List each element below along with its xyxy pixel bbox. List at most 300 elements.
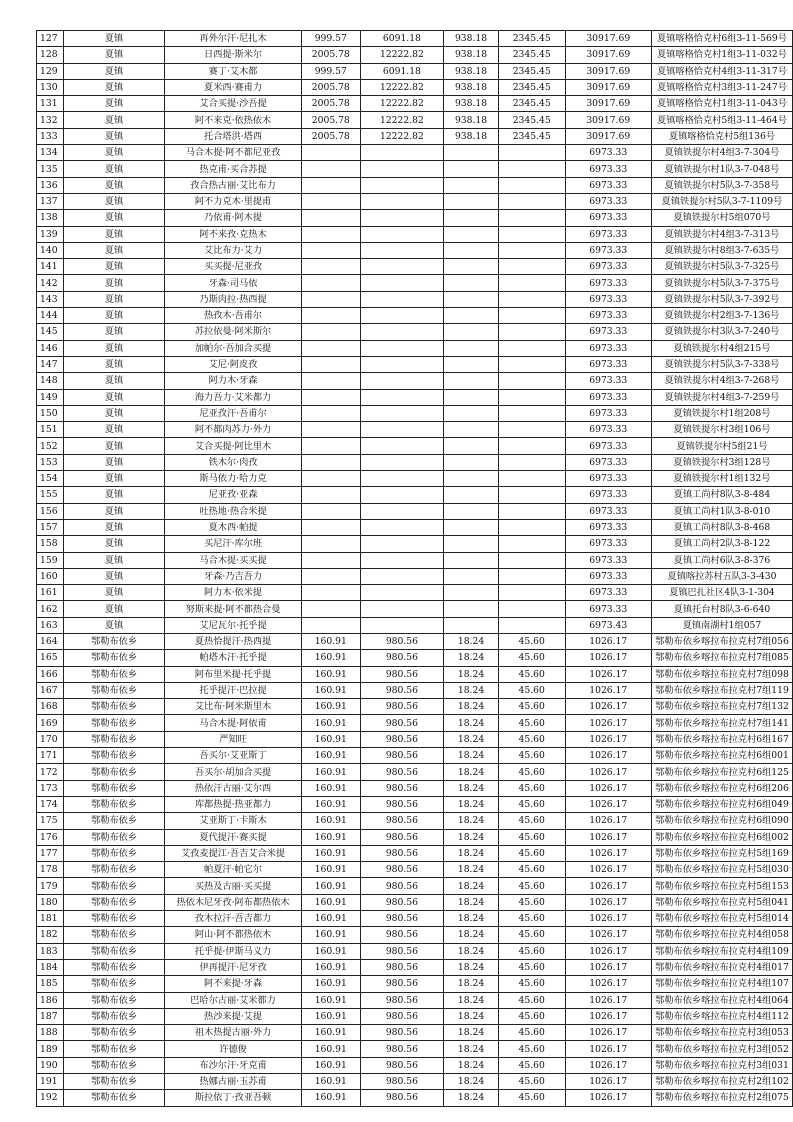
cell-amount-3: [444, 503, 499, 519]
cell-amount-4: 45.60: [498, 1057, 565, 1073]
cell-row-number: 169: [37, 715, 64, 731]
table-row: [37, 1025, 793, 1041]
cell-amount-1: 160.91: [301, 1025, 360, 1041]
cell-name: 再外尔汗·尼扎木: [165, 31, 302, 47]
cell-amount-2: 980.56: [360, 764, 443, 780]
cell-name: 买尼汗·库尔班: [165, 536, 302, 552]
cell-name: 阿力木·依米提: [165, 585, 302, 601]
cell-total: 1026.17: [565, 959, 651, 975]
cell-total: 6973.33: [565, 471, 651, 487]
cell-total: 6973.33: [565, 487, 651, 503]
data-table: [36, 30, 793, 1107]
cell-name: 库都热提·热亚都力: [165, 796, 302, 812]
cell-name: 热孜木·吾甫尔: [165, 308, 302, 324]
cell-amount-2: 980.56: [360, 943, 443, 959]
cell-address: 鄂勒布依乡喀拉布拉克村2组075: [651, 1090, 792, 1106]
cell-amount-1: [301, 503, 360, 519]
cell-row-number: 171: [37, 748, 64, 764]
cell-name: 夏米西·赛甫力: [165, 79, 302, 95]
table-row: [37, 911, 793, 927]
cell-amount-2: [360, 242, 443, 258]
cell-address: 鄂勒布依乡喀拉布拉克村5组030: [651, 862, 792, 878]
cell-amount-3: 18.24: [444, 682, 499, 698]
cell-row-number: 164: [37, 633, 64, 649]
cell-amount-4: [498, 340, 565, 356]
cell-town: 鄂勒布依乡: [63, 927, 164, 943]
cell-amount-1: 160.91: [301, 943, 360, 959]
cell-amount-4: [498, 161, 565, 177]
cell-name: 牙森·乃吉吾力: [165, 568, 302, 584]
cell-total: 6973.43: [565, 617, 651, 633]
cell-amount-1: [301, 373, 360, 389]
cell-address: 夏镇铁提尔村5队3-7-358号: [651, 177, 792, 193]
cell-row-number: 174: [37, 796, 64, 812]
cell-amount-1: [301, 308, 360, 324]
cell-address: 夏镇工尚村2队3-8-122: [651, 536, 792, 552]
cell-name: 阿不力克木·里提甫: [165, 193, 302, 209]
cell-town: 夏镇: [63, 177, 164, 193]
cell-amount-3: 18.24: [444, 894, 499, 910]
cell-amount-1: [301, 568, 360, 584]
cell-row-number: 177: [37, 845, 64, 861]
table-row: [37, 63, 793, 79]
cell-address: 夏镇喀格恰克村1组3-11-032号: [651, 47, 792, 63]
cell-amount-3: 938.18: [444, 63, 499, 79]
cell-amount-1: [301, 585, 360, 601]
cell-row-number: 158: [37, 536, 64, 552]
cell-amount-2: 980.56: [360, 796, 443, 812]
cell-row-number: 191: [37, 1074, 64, 1090]
cell-amount-2: [360, 226, 443, 242]
cell-town: 夏镇: [63, 503, 164, 519]
cell-amount-1: 160.91: [301, 1090, 360, 1106]
cell-total: 1026.17: [565, 796, 651, 812]
cell-name: 帕夏汗·帕它尔: [165, 862, 302, 878]
cell-town: 鄂勒布依乡: [63, 1090, 164, 1106]
cell-total: 6973.33: [565, 422, 651, 438]
cell-row-number: 163: [37, 617, 64, 633]
cell-name: 乃依甫·阿木提: [165, 210, 302, 226]
cell-amount-3: 18.24: [444, 959, 499, 975]
cell-amount-2: [360, 454, 443, 470]
cell-name: 艾比布力·艾力: [165, 242, 302, 258]
cell-town: 鄂勒布依乡: [63, 959, 164, 975]
table-row: [37, 259, 793, 275]
cell-total: 6973.33: [565, 242, 651, 258]
cell-amount-3: [444, 356, 499, 372]
cell-amount-4: [498, 585, 565, 601]
cell-name: 斯拉依丁·孜亚吾顿: [165, 1090, 302, 1106]
table-row: [37, 31, 793, 47]
cell-address: 鄂勒布依乡喀拉布拉克村6组167: [651, 731, 792, 747]
cell-amount-4: 45.60: [498, 715, 565, 731]
cell-amount-4: [498, 242, 565, 258]
cell-name: 严知旺: [165, 731, 302, 747]
cell-total: 1026.17: [565, 943, 651, 959]
cell-amount-2: 980.56: [360, 715, 443, 731]
cell-town: 鄂勒布依乡: [63, 862, 164, 878]
cell-amount-3: 938.18: [444, 128, 499, 144]
cell-total: 1026.17: [565, 780, 651, 796]
cell-row-number: 133: [37, 128, 64, 144]
cell-amount-4: [498, 210, 565, 226]
cell-town: 夏镇: [63, 601, 164, 617]
cell-amount-2: 980.56: [360, 813, 443, 829]
cell-amount-4: 45.60: [498, 1008, 565, 1024]
cell-row-number: 186: [37, 992, 64, 1008]
table-row: [37, 1041, 793, 1057]
cell-town: 夏镇: [63, 96, 164, 112]
cell-address: 夏镇铁提尔村1组132号: [651, 471, 792, 487]
cell-name: 日西提·斯米尔: [165, 47, 302, 63]
cell-name: 艾尼瓦尔·托乎提: [165, 617, 302, 633]
cell-amount-1: 160.91: [301, 1008, 360, 1024]
cell-amount-2: [360, 177, 443, 193]
table-row: [37, 96, 793, 112]
cell-total: 30917.69: [565, 128, 651, 144]
cell-amount-4: 45.60: [498, 862, 565, 878]
cell-amount-2: [360, 145, 443, 161]
cell-row-number: 157: [37, 519, 64, 535]
table-row: [37, 471, 793, 487]
table-row: [37, 177, 793, 193]
cell-town: 鄂勒布依乡: [63, 911, 164, 927]
cell-amount-1: 999.57: [301, 63, 360, 79]
cell-amount-4: [498, 275, 565, 291]
table-row: [37, 780, 793, 796]
cell-amount-3: 938.18: [444, 79, 499, 95]
table-row: [37, 764, 793, 780]
cell-amount-3: [444, 324, 499, 340]
cell-row-number: 182: [37, 927, 64, 943]
cell-total: 1026.17: [565, 1057, 651, 1073]
cell-name: 祖木热提古丽·外力: [165, 1025, 302, 1041]
cell-total: 6973.33: [565, 324, 651, 340]
cell-town: 夏镇: [63, 568, 164, 584]
table-row: [37, 193, 793, 209]
cell-name: 马合木提·阿依甫: [165, 715, 302, 731]
cell-address: 夏镇托台村8队3-6-640: [651, 601, 792, 617]
cell-amount-2: [360, 373, 443, 389]
cell-amount-4: 45.60: [498, 666, 565, 682]
cell-amount-1: 2005.78: [301, 47, 360, 63]
cell-amount-4: [498, 568, 565, 584]
cell-amount-4: [498, 454, 565, 470]
cell-address: 鄂勒布依乡喀拉布拉克村5组153: [651, 878, 792, 894]
cell-amount-2: 980.56: [360, 894, 443, 910]
cell-address: 夏镇巴扎社区4队3-1-304: [651, 585, 792, 601]
cell-amount-2: 980.56: [360, 911, 443, 927]
cell-amount-4: 45.60: [498, 731, 565, 747]
cell-row-number: 168: [37, 699, 64, 715]
cell-amount-2: 980.56: [360, 633, 443, 649]
table-row: [37, 796, 793, 812]
cell-name: 热克甫·买合苏提: [165, 161, 302, 177]
cell-amount-1: 999.57: [301, 31, 360, 47]
cell-total: 6973.33: [565, 340, 651, 356]
cell-row-number: 138: [37, 210, 64, 226]
cell-amount-2: [360, 356, 443, 372]
cell-amount-2: [360, 422, 443, 438]
cell-address: 夏镇喀格恰克村5组3-11-464号: [651, 112, 792, 128]
cell-amount-4: 2345.45: [498, 112, 565, 128]
cell-amount-3: 938.18: [444, 96, 499, 112]
cell-amount-3: 18.24: [444, 862, 499, 878]
cell-name: 孜合热古丽·艾比布力: [165, 177, 302, 193]
cell-amount-4: 45.60: [498, 1025, 565, 1041]
cell-town: 鄂勒布依乡: [63, 682, 164, 698]
cell-amount-3: 18.24: [444, 1008, 499, 1024]
cell-row-number: 178: [37, 862, 64, 878]
cell-amount-3: 938.18: [444, 112, 499, 128]
cell-town: 夏镇: [63, 145, 164, 161]
cell-town: 夏镇: [63, 112, 164, 128]
cell-total: 1026.17: [565, 862, 651, 878]
cell-total: 30917.69: [565, 79, 651, 95]
cell-amount-1: [301, 601, 360, 617]
cell-amount-2: 980.56: [360, 682, 443, 698]
cell-amount-3: [444, 210, 499, 226]
cell-total: 1026.17: [565, 845, 651, 861]
cell-name: 托合塔洪·塔西: [165, 128, 302, 144]
cell-town: 鄂勒布依乡: [63, 666, 164, 682]
table-row: [37, 666, 793, 682]
cell-total: 6973.33: [565, 503, 651, 519]
table-row: [37, 161, 793, 177]
cell-total: 1026.17: [565, 813, 651, 829]
table-row: [37, 633, 793, 649]
cell-amount-3: 18.24: [444, 813, 499, 829]
cell-address: 鄂勒布依乡喀拉布拉克村7组056: [651, 633, 792, 649]
cell-amount-2: 12222.82: [360, 112, 443, 128]
cell-town: 夏镇: [63, 454, 164, 470]
table-row: [37, 650, 793, 666]
cell-address: 鄂勒布依乡喀拉布拉克村3组031: [651, 1057, 792, 1073]
cell-amount-3: [444, 438, 499, 454]
cell-amount-2: [360, 308, 443, 324]
cell-amount-3: [444, 275, 499, 291]
table-row: [37, 959, 793, 975]
cell-amount-4: 2345.45: [498, 63, 565, 79]
cell-amount-1: [301, 210, 360, 226]
cell-amount-3: [444, 145, 499, 161]
cell-amount-1: 2005.78: [301, 112, 360, 128]
cell-amount-1: 160.91: [301, 813, 360, 829]
cell-row-number: 162: [37, 601, 64, 617]
cell-amount-4: [498, 259, 565, 275]
cell-name: 帕塔木汗·托乎提: [165, 650, 302, 666]
table-row: [37, 47, 793, 63]
cell-amount-1: [301, 161, 360, 177]
cell-amount-3: [444, 242, 499, 258]
cell-amount-4: 45.60: [498, 1074, 565, 1090]
cell-name: 托乎提·伊斯马义力: [165, 943, 302, 959]
table-row: [37, 731, 793, 747]
table-row: [37, 845, 793, 861]
table-row: [37, 1008, 793, 1024]
cell-name: 牙森·司马依: [165, 275, 302, 291]
cell-amount-2: 12222.82: [360, 128, 443, 144]
cell-amount-1: [301, 324, 360, 340]
cell-amount-2: 980.56: [360, 845, 443, 861]
cell-amount-4: [498, 617, 565, 633]
cell-total: 1026.17: [565, 911, 651, 927]
cell-amount-1: 160.91: [301, 862, 360, 878]
cell-address: 夏镇南湖村1组057: [651, 617, 792, 633]
cell-name: 夏木西·帕提: [165, 519, 302, 535]
cell-amount-4: 45.60: [498, 845, 565, 861]
table-row: [37, 927, 793, 943]
cell-amount-2: 980.56: [360, 829, 443, 845]
table-row: [37, 487, 793, 503]
cell-amount-1: 160.91: [301, 992, 360, 1008]
cell-name: 吐热地·热合米提: [165, 503, 302, 519]
cell-address: 鄂勒布依乡喀拉布拉克村3组052: [651, 1041, 792, 1057]
cell-name: 巴哈尔古丽·艾米都力: [165, 992, 302, 1008]
cell-amount-1: [301, 259, 360, 275]
table-row: [37, 699, 793, 715]
cell-amount-2: [360, 617, 443, 633]
cell-row-number: 155: [37, 487, 64, 503]
cell-amount-2: [360, 193, 443, 209]
cell-row-number: 172: [37, 764, 64, 780]
cell-amount-3: [444, 226, 499, 242]
cell-amount-4: [498, 471, 565, 487]
cell-amount-2: [360, 210, 443, 226]
cell-amount-2: 6091.18: [360, 31, 443, 47]
cell-name: 伊再提汗·尼牙孜: [165, 959, 302, 975]
cell-amount-3: [444, 552, 499, 568]
table-row: [37, 748, 793, 764]
cell-town: 夏镇: [63, 226, 164, 242]
cell-amount-4: [498, 405, 565, 421]
cell-name: 苏拉依曼·阿米斯尔: [165, 324, 302, 340]
cell-town: 鄂勒布依乡: [63, 780, 164, 796]
cell-total: 6973.33: [565, 177, 651, 193]
cell-total: 6973.33: [565, 519, 651, 535]
table-row: [37, 373, 793, 389]
cell-amount-4: 45.60: [498, 748, 565, 764]
cell-address: 鄂勒布依乡喀拉布拉克村4组017: [651, 959, 792, 975]
cell-amount-2: [360, 552, 443, 568]
cell-amount-4: [498, 226, 565, 242]
cell-amount-4: 45.60: [498, 829, 565, 845]
cell-total: 1026.17: [565, 699, 651, 715]
cell-amount-4: [498, 324, 565, 340]
cell-amount-4: [498, 438, 565, 454]
cell-town: 鄂勒布依乡: [63, 796, 164, 812]
cell-amount-2: 980.56: [360, 976, 443, 992]
cell-amount-4: 45.60: [498, 959, 565, 975]
cell-name: 艾合买提·阿比里木: [165, 438, 302, 454]
cell-town: 鄂勒布依乡: [63, 976, 164, 992]
cell-name: 马合木提·买买提: [165, 552, 302, 568]
cell-amount-1: 160.91: [301, 1057, 360, 1073]
cell-amount-1: 160.91: [301, 1074, 360, 1090]
cell-total: 6973.33: [565, 291, 651, 307]
cell-town: 夏镇: [63, 340, 164, 356]
table-row: [37, 715, 793, 731]
cell-amount-2: 980.56: [360, 959, 443, 975]
table-row: [37, 878, 793, 894]
cell-row-number: 180: [37, 894, 64, 910]
cell-amount-4: [498, 552, 565, 568]
cell-address: 鄂勒布依乡喀拉布拉克村7组098: [651, 666, 792, 682]
cell-amount-2: 980.56: [360, 650, 443, 666]
cell-town: 夏镇: [63, 617, 164, 633]
table-row: [37, 356, 793, 372]
cell-address: 鄂勒布依乡喀拉布拉克村6组206: [651, 780, 792, 796]
cell-total: 1026.17: [565, 1008, 651, 1024]
cell-row-number: 165: [37, 650, 64, 666]
cell-amount-4: 45.60: [498, 1041, 565, 1057]
cell-amount-2: 980.56: [360, 1090, 443, 1106]
cell-address: 夏镇铁提尔村5队3-7-375号: [651, 275, 792, 291]
cell-amount-1: 160.91: [301, 911, 360, 927]
cell-amount-3: 18.24: [444, 1090, 499, 1106]
cell-town: 夏镇: [63, 324, 164, 340]
cell-amount-3: 18.24: [444, 992, 499, 1008]
cell-amount-2: [360, 405, 443, 421]
cell-row-number: 128: [37, 47, 64, 63]
cell-amount-3: [444, 259, 499, 275]
cell-town: 夏镇: [63, 291, 164, 307]
cell-total: 6973.33: [565, 259, 651, 275]
cell-amount-2: 6091.18: [360, 63, 443, 79]
cell-name: 托乎提汗·巴拉提: [165, 682, 302, 698]
cell-name: 阿力木·牙森: [165, 373, 302, 389]
cell-amount-4: 2345.45: [498, 47, 565, 63]
cell-address: 鄂勒布依乡喀拉布拉克村6组001: [651, 748, 792, 764]
cell-town: 夏镇: [63, 552, 164, 568]
cell-town: 夏镇: [63, 389, 164, 405]
cell-amount-1: [301, 438, 360, 454]
table-row: [37, 1074, 793, 1090]
table-row: [37, 519, 793, 535]
cell-amount-2: 980.56: [360, 780, 443, 796]
cell-amount-1: 2005.78: [301, 79, 360, 95]
cell-town: 鄂勒布依乡: [63, 1074, 164, 1090]
cell-name: 布沙尔汗·牙克甫: [165, 1057, 302, 1073]
cell-name: 阿不来孜·克热木: [165, 226, 302, 242]
cell-address: 夏镇铁提尔村5队3-7-325号: [651, 259, 792, 275]
cell-total: 1026.17: [565, 682, 651, 698]
cell-row-number: 148: [37, 373, 64, 389]
table-row: [37, 829, 793, 845]
cell-amount-2: [360, 389, 443, 405]
cell-amount-3: 18.24: [444, 1057, 499, 1073]
cell-total: 6973.33: [565, 308, 651, 324]
cell-amount-1: [301, 226, 360, 242]
cell-amount-1: [301, 193, 360, 209]
cell-amount-2: 12222.82: [360, 79, 443, 95]
cell-row-number: 135: [37, 161, 64, 177]
cell-amount-3: [444, 340, 499, 356]
cell-amount-4: 45.60: [498, 650, 565, 666]
cell-total: 6973.33: [565, 210, 651, 226]
cell-amount-2: 12222.82: [360, 96, 443, 112]
cell-address: 夏镇铁提尔村2组3-7-136号: [651, 308, 792, 324]
cell-name: 阿不都肉苏力·外力: [165, 422, 302, 438]
cell-amount-1: [301, 536, 360, 552]
cell-amount-4: 2345.45: [498, 79, 565, 95]
cell-amount-1: 160.91: [301, 780, 360, 796]
table-row: [37, 894, 793, 910]
cell-amount-4: 45.60: [498, 780, 565, 796]
cell-amount-3: 938.18: [444, 47, 499, 63]
cell-row-number: 173: [37, 780, 64, 796]
cell-amount-2: [360, 503, 443, 519]
